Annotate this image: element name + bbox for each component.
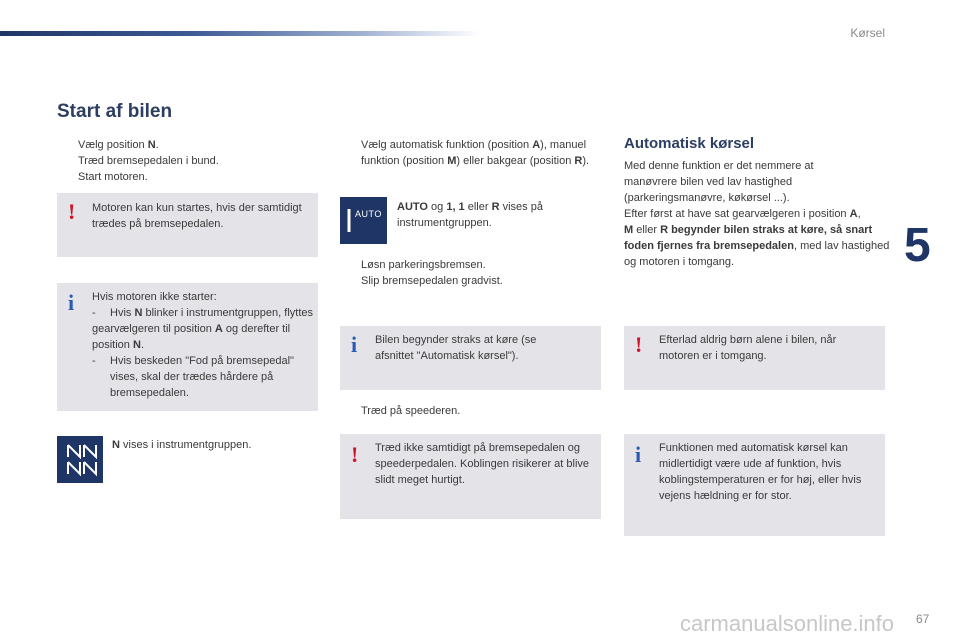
info-box-car-moves xyxy=(340,326,601,390)
step-item: Træd på speederen. xyxy=(361,405,461,417)
warning-text: Efterlad aldrig børn alene i bilen, når motoren er i tomgang. xyxy=(659,334,837,362)
step-item: Start motoren. xyxy=(78,171,148,183)
warning-box-pedals xyxy=(340,434,601,519)
auto-driving-explanation: Efter først at have sat gearvælgeren i position A, M eller R begynder bilen straks at køre, så snart foden fjernes fra bremsepedalen, med lav hastighed og motoren i tomgang. xyxy=(624,208,890,268)
info-text: Funktionen med automatisk kørsel kan midlertidigt være ude af funktion, hvis koblingstemperaturen er for høj, eller hvis vejens hældning er for stor. xyxy=(659,442,862,502)
warning-box-children xyxy=(624,326,885,390)
select-mode-step xyxy=(340,137,600,169)
step-item: Træd bremsepedalen i bund. xyxy=(78,155,219,167)
header-bar xyxy=(0,31,480,36)
auto-indicator-icon xyxy=(340,197,387,244)
step-item: Vælg position N. xyxy=(78,139,159,151)
release-steps xyxy=(340,257,600,289)
info-icon: i xyxy=(68,290,75,315)
info-text: Bilen begynder straks at køre (se afsnittet "Automatisk kørsel"). xyxy=(375,334,537,362)
info-icon: i xyxy=(351,332,358,357)
info-box-engine xyxy=(57,283,318,411)
auto-indicator-label: AUTO xyxy=(355,209,382,219)
chapter-number: 5 xyxy=(904,219,931,272)
n-indicator-text: N vises i instrumentgruppen. xyxy=(112,439,252,451)
page-number: 67 xyxy=(916,612,930,626)
warning-text: Motoren kan kun startes, hvis der samtidigt trædes på bremsepedalen. xyxy=(92,202,302,230)
info-icon: i xyxy=(635,442,642,467)
info-text: Hvis motoren ikke starter: - Hvis N blinker i instrumentgruppen, flyttes gearvælgeren til position A og derefter til position N. - Hvis beskeden "Fod på bremsepedal" vises, skal der trædes hårdere på bremsepedalen. xyxy=(92,291,313,399)
section-title: Kørsel xyxy=(850,26,885,40)
warning-icon: ! xyxy=(635,332,643,357)
page-title: Start af bilen xyxy=(57,101,173,122)
step-item: Vælg automatisk funktion (position A), manuel funktion (position M) eller bakgear (position R). xyxy=(361,139,590,167)
n-indicator-icon xyxy=(57,436,103,483)
accelerate-step xyxy=(340,403,600,419)
auto-indicator-text: AUTO og 1, 1 eller R vises på instrumentgruppen. xyxy=(397,201,543,229)
step-item: Slip bremsepedalen gradvist. xyxy=(361,275,503,287)
info-box-unavailable xyxy=(624,434,885,536)
section-heading: Automatisk kørsel xyxy=(624,135,755,152)
auto-driving-intro: Med denne funktion er det nemmere at manøvrere bilen ved lav hastighed (parkeringsmanøvre, køkørsel ...). xyxy=(624,160,814,204)
step-item: Løsn parkeringsbremsen. xyxy=(361,259,486,271)
start-steps xyxy=(57,137,307,185)
watermark: carmanualsonline.info xyxy=(680,611,895,636)
warning-icon: ! xyxy=(351,442,359,467)
warning-box-brake xyxy=(57,193,318,257)
warning-text: Træd ikke samtidigt på bremsepedalen og speederpedalen. Koblingen risikerer at blive slidt meget hurtigt. xyxy=(375,442,590,486)
warning-icon: ! xyxy=(68,199,76,224)
